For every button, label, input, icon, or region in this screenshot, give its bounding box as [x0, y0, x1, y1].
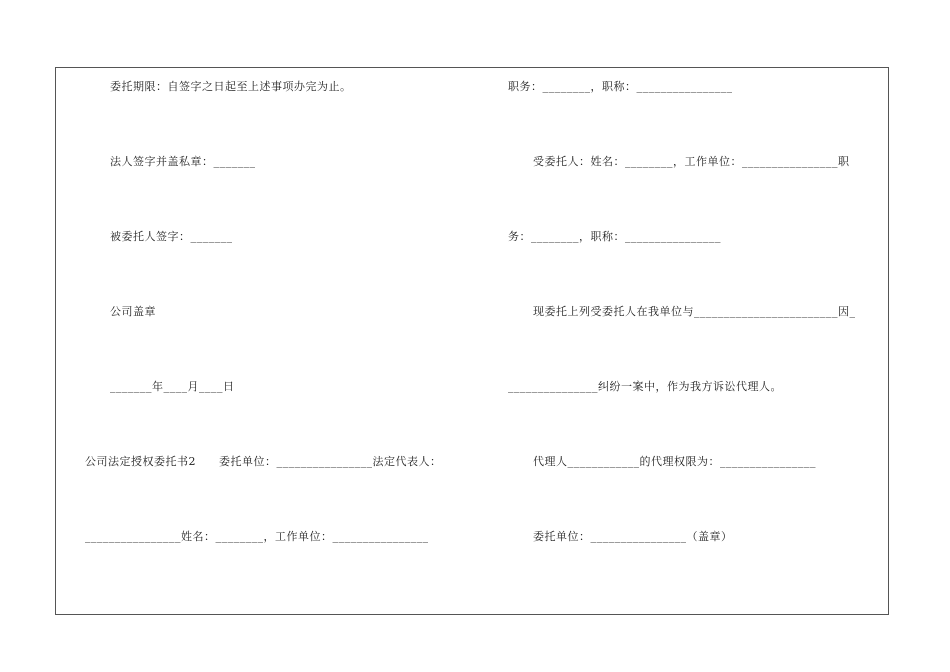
legal-person-signature-line: 法人签字并盖私章：_______ — [110, 155, 256, 168]
company-seal-line: 公司盖章 — [110, 305, 156, 318]
entrustee-info-line: 受委托人：姓名：________，工作单位：________________职 — [533, 155, 850, 168]
entrustee-position-line: 务：________，职称：________________ — [508, 230, 721, 243]
entrust-period-line: 委托期限：自签字之日起至上述事项办完为止。 — [110, 80, 352, 93]
agent-authority-line: 代理人____________的代理权限为：________________ — [533, 455, 816, 468]
entrusting-unit-seal-line: 委托单位：________________（盖章） — [533, 530, 733, 543]
entrustee-signature-line: 被委托人签字：_______ — [110, 230, 233, 243]
authorization-title-line: 公司法定授权委托书2 委托单位：________________法定代表人： — [85, 455, 442, 468]
entrust-statement-line: 现委托上列受委托人在我单位与________________________因_ — [533, 305, 856, 318]
position-title-line: 职务：________，职称：________________ — [508, 80, 733, 93]
date-line: _______年____月____日 — [110, 380, 235, 393]
dispute-case-line: _______________纠纷一案中，作为我方诉讼代理人。 — [508, 380, 782, 393]
name-workplace-line: ________________姓名：________，工作单位：________________ — [85, 530, 429, 543]
